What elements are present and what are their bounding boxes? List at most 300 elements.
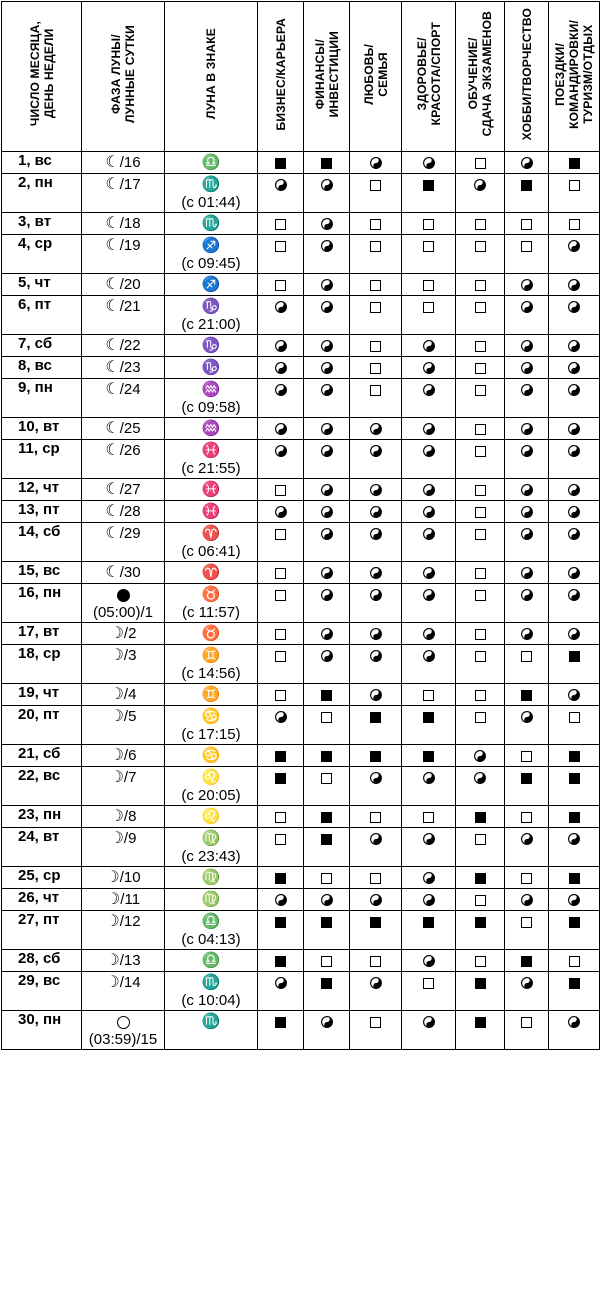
yin-yang-icon xyxy=(423,445,435,457)
rating-cell xyxy=(456,479,505,501)
filled-square-icon xyxy=(423,751,434,762)
day-cell xyxy=(2,584,82,623)
waxing-moon-icon: ☽ xyxy=(109,625,124,642)
day-cell xyxy=(2,828,82,867)
empty-square-icon xyxy=(370,302,381,313)
rating-cell xyxy=(258,972,304,1011)
yin-yang-icon xyxy=(568,628,580,640)
rating-cell xyxy=(258,950,304,972)
filled-square-icon xyxy=(569,651,580,662)
table-row xyxy=(2,418,600,440)
phase-cell xyxy=(82,235,165,274)
rating-cell xyxy=(456,296,505,335)
sign-cell xyxy=(165,235,258,274)
rating-cell xyxy=(304,911,350,950)
yin-yang-icon xyxy=(423,1016,435,1028)
lunar-day: /8 xyxy=(123,808,137,825)
empty-square-icon xyxy=(370,341,381,352)
phase-cell xyxy=(82,379,165,418)
sign-time: (с 04:13) xyxy=(181,931,241,948)
rating-cell xyxy=(505,911,549,950)
rating-cell xyxy=(505,1011,549,1050)
phase-cell xyxy=(82,501,165,523)
rating-cell xyxy=(350,950,402,972)
day-label: 26, чт xyxy=(18,889,60,906)
rating-cell xyxy=(304,806,350,828)
sign-cell xyxy=(165,523,258,562)
table-body xyxy=(2,152,600,1050)
lunar-calendar-table xyxy=(1,1,600,1050)
table-row xyxy=(2,562,600,584)
empty-square-icon xyxy=(521,751,532,762)
rating-cell xyxy=(456,623,505,645)
rating-cell xyxy=(549,213,600,235)
waxing-moon-icon: ☽ xyxy=(109,769,124,786)
rating-cell xyxy=(505,745,549,767)
rating-cell xyxy=(350,274,402,296)
rating-cell xyxy=(456,950,505,972)
rating-cell xyxy=(402,972,456,1011)
rating-cell xyxy=(402,623,456,645)
empty-square-icon xyxy=(370,956,381,967)
rating-cell xyxy=(505,767,549,806)
lunar-day: /4 xyxy=(123,686,137,703)
rating-cell xyxy=(350,174,402,213)
yin-yang-icon xyxy=(521,484,533,496)
empty-square-icon xyxy=(475,341,486,352)
table-row xyxy=(2,645,600,684)
lunar-day: /17 xyxy=(119,176,141,193)
empty-square-icon xyxy=(475,241,486,252)
yin-yang-icon xyxy=(521,506,533,518)
rating-cell xyxy=(505,296,549,335)
day-cell xyxy=(2,867,82,889)
lunar-day: /16 xyxy=(119,154,141,171)
yin-yang-icon xyxy=(370,894,382,906)
yin-yang-icon xyxy=(423,650,435,662)
table-row xyxy=(2,335,600,357)
empty-square-icon xyxy=(321,956,332,967)
rating-cell xyxy=(304,867,350,889)
header-travel: ПОЕЗДКИ/ КОМАНДИРОВКИ/ ТУРИЗМ/ОТДЫХ xyxy=(553,19,595,129)
day-cell xyxy=(2,806,82,828)
yin-yang-icon xyxy=(321,445,333,457)
yin-yang-icon xyxy=(423,484,435,496)
yin-yang-icon xyxy=(321,484,333,496)
header-day: ЧИСЛО МЕСЯЦА, ДЕНЬ НЕДЕЛИ xyxy=(27,21,56,127)
rating-cell xyxy=(402,418,456,440)
yin-yang-icon xyxy=(370,833,382,845)
rating-cell xyxy=(505,501,549,523)
empty-square-icon xyxy=(475,590,486,601)
sign-cell xyxy=(165,972,258,1011)
day-label: 20, пт xyxy=(18,706,60,723)
zodiac-sign-icon: ♑ xyxy=(201,359,221,376)
yin-yang-icon xyxy=(321,340,333,352)
table-row xyxy=(2,867,600,889)
empty-square-icon xyxy=(321,873,332,884)
yin-yang-icon xyxy=(321,1016,333,1028)
yin-yang-icon xyxy=(370,157,382,169)
yin-yang-icon xyxy=(275,362,287,374)
yin-yang-icon xyxy=(321,589,333,601)
rating-cell xyxy=(350,235,402,274)
rating-cell xyxy=(350,296,402,335)
day-label: 28, сб xyxy=(18,950,61,967)
day-cell xyxy=(2,623,82,645)
rating-cell xyxy=(456,911,505,950)
yin-yang-icon xyxy=(423,833,435,845)
filled-square-icon xyxy=(569,812,580,823)
rating-cell xyxy=(258,623,304,645)
yin-yang-icon xyxy=(423,872,435,884)
rating-cell xyxy=(350,828,402,867)
rating-cell xyxy=(258,418,304,440)
rating-cell xyxy=(304,562,350,584)
filled-square-icon xyxy=(569,751,580,762)
day-cell xyxy=(2,767,82,806)
yin-yang-icon xyxy=(568,423,580,435)
rating-cell xyxy=(304,623,350,645)
rating-cell xyxy=(549,889,600,911)
yin-yang-icon xyxy=(423,955,435,967)
sign-cell xyxy=(165,357,258,379)
day-label: 4, ср xyxy=(18,235,53,252)
phase-cell xyxy=(82,684,165,706)
rating-cell xyxy=(304,379,350,418)
waxing-moon-icon: ☽ xyxy=(109,708,124,725)
day-label: 3, вт xyxy=(18,213,52,230)
empty-square-icon xyxy=(275,590,286,601)
rating-cell xyxy=(549,296,600,335)
yin-yang-icon xyxy=(521,567,533,579)
table-row xyxy=(2,274,600,296)
filled-square-icon xyxy=(475,873,486,884)
rating-cell xyxy=(304,972,350,1011)
sign-cell xyxy=(165,440,258,479)
rating-cell xyxy=(456,501,505,523)
rating-cell xyxy=(549,645,600,684)
phase-cell xyxy=(82,767,165,806)
day-cell xyxy=(2,501,82,523)
rating-cell xyxy=(505,440,549,479)
day-label: 11, ср xyxy=(18,440,60,457)
rating-cell xyxy=(350,623,402,645)
zodiac-sign-icon: ♉ xyxy=(201,586,221,603)
zodiac-sign-icon: ♏ xyxy=(201,1013,221,1030)
sign-time: (с 21:00) xyxy=(181,316,241,333)
zodiac-sign-icon: ♌ xyxy=(201,808,221,825)
yin-yang-icon xyxy=(423,589,435,601)
rating-cell xyxy=(402,706,456,745)
rating-cell xyxy=(402,911,456,950)
day-label: 23, пн xyxy=(18,806,62,823)
empty-square-icon xyxy=(475,424,486,435)
day-cell xyxy=(2,379,82,418)
empty-square-icon xyxy=(569,956,580,967)
table-row xyxy=(2,379,600,418)
sign-cell xyxy=(165,767,258,806)
rating-cell xyxy=(549,684,600,706)
empty-square-icon xyxy=(475,485,486,496)
rating-cell xyxy=(304,1011,350,1050)
header-sign: ЛУНА В ЗНАКЕ xyxy=(204,28,218,120)
zodiac-sign-icon: ♏ xyxy=(201,974,221,991)
rating-cell xyxy=(350,335,402,357)
zodiac-sign-icon: ♎ xyxy=(201,154,221,171)
yin-yang-icon xyxy=(321,894,333,906)
filled-square-icon xyxy=(275,917,286,928)
phase-cell xyxy=(82,745,165,767)
sign-time: (с 23:43) xyxy=(181,848,241,865)
filled-square-icon xyxy=(275,751,286,762)
phase-cell xyxy=(82,1011,165,1050)
rating-cell xyxy=(402,806,456,828)
sign-cell xyxy=(165,584,258,623)
phase-cell xyxy=(82,274,165,296)
rating-cell xyxy=(350,806,402,828)
empty-square-icon xyxy=(370,385,381,396)
yin-yang-icon xyxy=(568,567,580,579)
filled-square-icon xyxy=(521,773,532,784)
rating-cell xyxy=(456,684,505,706)
sign-cell xyxy=(165,418,258,440)
rating-cell xyxy=(402,296,456,335)
sign-cell xyxy=(165,152,258,174)
rating-cell xyxy=(549,828,600,867)
waning-moon-icon: ☾ xyxy=(105,237,120,254)
header-row xyxy=(2,2,600,152)
yin-yang-icon xyxy=(275,179,287,191)
rating-cell xyxy=(456,357,505,379)
lunar-day: /21 xyxy=(119,298,141,315)
sign-time: (с 14:56) xyxy=(181,665,241,682)
filled-square-icon xyxy=(370,712,381,723)
rating-cell xyxy=(505,806,549,828)
rating-cell xyxy=(549,418,600,440)
rating-cell xyxy=(456,706,505,745)
filled-square-icon xyxy=(321,978,332,989)
rating-cell xyxy=(258,645,304,684)
rating-cell xyxy=(505,418,549,440)
waning-moon-icon: ☾ xyxy=(105,381,120,398)
yin-yang-icon xyxy=(321,362,333,374)
yin-yang-icon xyxy=(521,628,533,640)
rating-cell xyxy=(505,684,549,706)
zodiac-sign-icon: ♊ xyxy=(201,686,221,703)
table-row xyxy=(2,235,600,274)
rating-cell xyxy=(549,235,600,274)
rating-cell xyxy=(456,645,505,684)
empty-square-icon xyxy=(275,241,286,252)
lunar-day: /7 xyxy=(123,769,137,786)
phase-cell xyxy=(82,213,165,235)
phase-cell xyxy=(82,867,165,889)
waxing-moon-icon: ☽ xyxy=(109,686,124,703)
sign-cell xyxy=(165,479,258,501)
empty-square-icon xyxy=(475,280,486,291)
rating-cell xyxy=(505,867,549,889)
day-label: 22, вс xyxy=(18,767,61,784)
header-cell xyxy=(505,2,549,152)
rating-cell xyxy=(505,889,549,911)
waning-moon-icon: ☾ xyxy=(105,503,120,520)
rating-cell xyxy=(549,479,600,501)
empty-square-icon xyxy=(475,568,486,579)
day-label: 1, вс xyxy=(18,152,52,169)
zodiac-sign-icon: ♍ xyxy=(201,869,221,886)
rating-cell xyxy=(304,828,350,867)
lunar-day: /27 xyxy=(119,481,141,498)
rating-cell xyxy=(549,335,600,357)
sign-time: (с 20:05) xyxy=(181,787,241,804)
rating-cell xyxy=(258,235,304,274)
table-row xyxy=(2,501,600,523)
rating-cell xyxy=(258,440,304,479)
day-cell xyxy=(2,972,82,1011)
empty-square-icon xyxy=(370,873,381,884)
waning-moon-icon: ☾ xyxy=(105,420,120,437)
empty-square-icon xyxy=(521,1017,532,1028)
lunar-day: /14 xyxy=(119,974,141,991)
filled-square-icon xyxy=(423,917,434,928)
rating-cell xyxy=(505,274,549,296)
rating-cell xyxy=(402,357,456,379)
empty-square-icon xyxy=(475,629,486,640)
rating-cell xyxy=(304,767,350,806)
empty-square-icon xyxy=(275,651,286,662)
rating-cell xyxy=(402,440,456,479)
rating-cell xyxy=(505,479,549,501)
waning-moon-icon: ☾ xyxy=(105,337,120,354)
yin-yang-icon xyxy=(321,218,333,230)
sign-time: (с 06:41) xyxy=(181,543,241,560)
rating-cell xyxy=(304,274,350,296)
table-row xyxy=(2,767,600,806)
zodiac-sign-icon: ♋ xyxy=(201,708,221,725)
sign-cell xyxy=(165,745,258,767)
waning-moon-icon: ☾ xyxy=(105,215,120,232)
table-row xyxy=(2,213,600,235)
table-row xyxy=(2,889,600,911)
table-row xyxy=(2,950,600,972)
day-label: 17, вт xyxy=(18,623,60,640)
rating-cell xyxy=(549,274,600,296)
yin-yang-icon xyxy=(321,628,333,640)
zodiac-sign-icon: ♊ xyxy=(201,647,221,664)
header-cell xyxy=(165,2,258,152)
day-label: 25, ср xyxy=(18,867,61,884)
rating-cell xyxy=(456,806,505,828)
yin-yang-icon xyxy=(423,384,435,396)
zodiac-sign-icon: ♎ xyxy=(201,913,221,930)
rating-cell xyxy=(402,828,456,867)
day-cell xyxy=(2,745,82,767)
empty-square-icon xyxy=(423,219,434,230)
sign-cell xyxy=(165,335,258,357)
filled-square-icon xyxy=(275,773,286,784)
rating-cell xyxy=(258,828,304,867)
yin-yang-icon xyxy=(568,689,580,701)
yin-yang-icon xyxy=(423,528,435,540)
yin-yang-icon xyxy=(521,279,533,291)
yin-yang-icon xyxy=(521,157,533,169)
rating-cell xyxy=(258,562,304,584)
zodiac-sign-icon: ♋ xyxy=(201,747,221,764)
empty-square-icon xyxy=(521,917,532,928)
zodiac-sign-icon: ♍ xyxy=(201,830,221,847)
rating-cell xyxy=(402,335,456,357)
rating-cell xyxy=(402,645,456,684)
rating-cell xyxy=(456,889,505,911)
day-cell xyxy=(2,213,82,235)
table-row xyxy=(2,174,600,213)
rating-cell xyxy=(549,440,600,479)
lunar-day: /26 xyxy=(119,442,141,459)
rating-cell xyxy=(505,174,549,213)
rating-cell xyxy=(304,523,350,562)
waning-moon-icon: ☾ xyxy=(105,442,120,459)
rating-cell xyxy=(505,562,549,584)
waning-moon-icon: ☾ xyxy=(105,359,120,376)
empty-square-icon xyxy=(569,712,580,723)
waning-moon-icon: ☾ xyxy=(105,298,120,315)
phase-cell xyxy=(82,706,165,745)
phase-cell xyxy=(82,972,165,1011)
empty-square-icon xyxy=(423,812,434,823)
filled-square-icon xyxy=(275,1017,286,1028)
zodiac-sign-icon: ♒ xyxy=(201,420,221,437)
empty-square-icon xyxy=(370,180,381,191)
header-business: БИЗНЕС/КАРЬЕРА xyxy=(273,17,288,131)
header-cell xyxy=(82,2,165,152)
rating-cell xyxy=(456,867,505,889)
rating-cell xyxy=(505,523,549,562)
empty-square-icon xyxy=(521,241,532,252)
table-row xyxy=(2,296,600,335)
rating-cell xyxy=(258,357,304,379)
yin-yang-icon xyxy=(370,689,382,701)
rating-cell xyxy=(258,152,304,174)
sign-cell xyxy=(165,706,258,745)
rating-cell xyxy=(350,152,402,174)
rating-cell xyxy=(258,911,304,950)
filled-square-icon xyxy=(475,812,486,823)
lunar-day: /28 xyxy=(119,503,141,520)
day-label: 9, пн xyxy=(18,379,53,396)
filled-square-icon xyxy=(370,751,381,762)
rating-cell xyxy=(402,745,456,767)
filled-square-icon xyxy=(569,917,580,928)
rating-cell xyxy=(402,1011,456,1050)
empty-square-icon xyxy=(475,158,486,169)
empty-square-icon xyxy=(521,651,532,662)
lunar-day: /3 xyxy=(123,647,137,664)
empty-square-icon xyxy=(475,507,486,518)
lunar-day: /18 xyxy=(119,215,141,232)
filled-square-icon xyxy=(475,917,486,928)
rating-cell xyxy=(456,1011,505,1050)
day-label: 8, вс xyxy=(18,357,52,374)
filled-square-icon xyxy=(275,873,286,884)
yin-yang-icon xyxy=(474,179,486,191)
rating-cell xyxy=(258,684,304,706)
yin-yang-icon xyxy=(370,977,382,989)
yin-yang-icon xyxy=(423,157,435,169)
table-row xyxy=(2,479,600,501)
yin-yang-icon xyxy=(321,567,333,579)
day-label: 10, вт xyxy=(18,418,60,435)
